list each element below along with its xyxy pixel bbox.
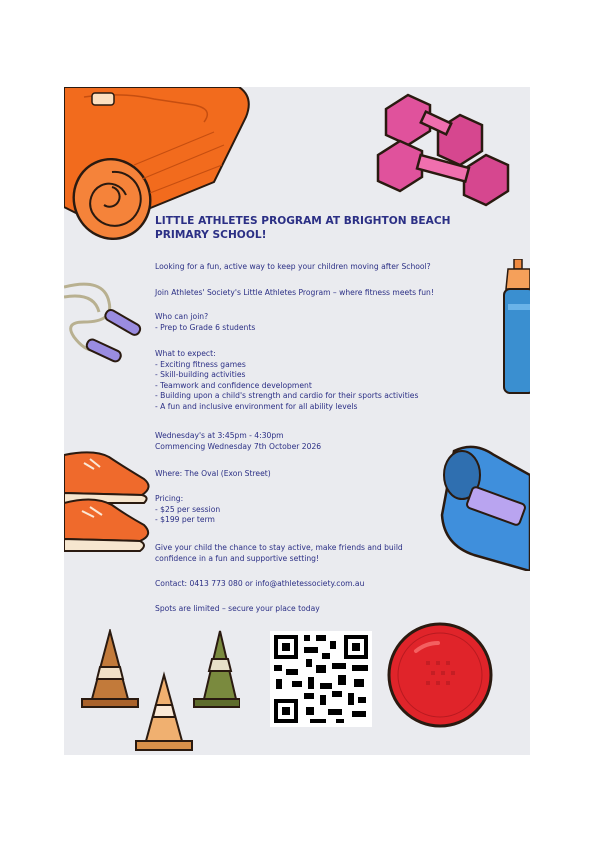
sneakers-icon	[64, 449, 154, 553]
water-bottle-icon	[500, 259, 530, 395]
jump-rope-icon	[64, 277, 154, 377]
expect-section	[155, 349, 495, 413]
training-cones-icon	[80, 629, 240, 755]
title-line-1: LITTLE ATHLETES PROGRAM AT BRIGHTON BEACH	[155, 215, 451, 227]
pricing-item: - $199 per term	[155, 515, 215, 525]
title-line-2: PRIMARY SCHOOL!	[155, 228, 267, 241]
pricing-section	[155, 494, 495, 526]
red-ball-icon	[386, 621, 494, 729]
intro-text: Looking for a fun, active way to keep your children moving after School?	[155, 262, 431, 271]
closing-line: confidence in a fun and supportive setting!	[155, 553, 320, 563]
expect-item: - Building upon a child's strength and cardio for their sports activities	[155, 391, 419, 401]
schedule-time: Wednesday's at 3:45pm - 4:30pm	[155, 431, 284, 440]
expect-heading: What to expect:	[155, 349, 216, 358]
closing-section	[155, 543, 495, 564]
location-text: Where: The Oval (Exon Street)	[155, 469, 271, 478]
page-title	[155, 215, 495, 242]
dumbbells-icon	[374, 89, 530, 209]
contact-text: Contact: 0413 773 080 or info@athletessociety.com.au	[155, 579, 365, 588]
who-heading: Who can join?	[155, 312, 209, 321]
schedule-start: Commencing Wednesday 7th October 2026	[155, 441, 322, 451]
pricing-item: - $25 per session	[155, 504, 221, 514]
expect-item: - Teamwork and confidence development	[155, 380, 312, 390]
expect-item: - Exciting fitness games	[155, 359, 246, 369]
qr-code-icon	[270, 631, 372, 727]
flyer	[64, 87, 530, 755]
expect-item: - A fun and inclusive environment for all ability levels	[155, 401, 358, 411]
who-item: - Prep to Grade 6 students	[155, 322, 256, 332]
join-text: Join Athletes' Society's Little Athletes Program – where fitness meets fun!	[155, 288, 434, 297]
pricing-heading: Pricing:	[155, 494, 184, 503]
spots-text: Spots are limited – secure your place today	[155, 604, 320, 613]
expect-item: - Skill-building activities	[155, 370, 246, 380]
closing-line: Give your child the chance to stay active, make friends and build	[155, 543, 403, 552]
schedule-section	[155, 431, 495, 452]
who-section	[155, 312, 495, 333]
